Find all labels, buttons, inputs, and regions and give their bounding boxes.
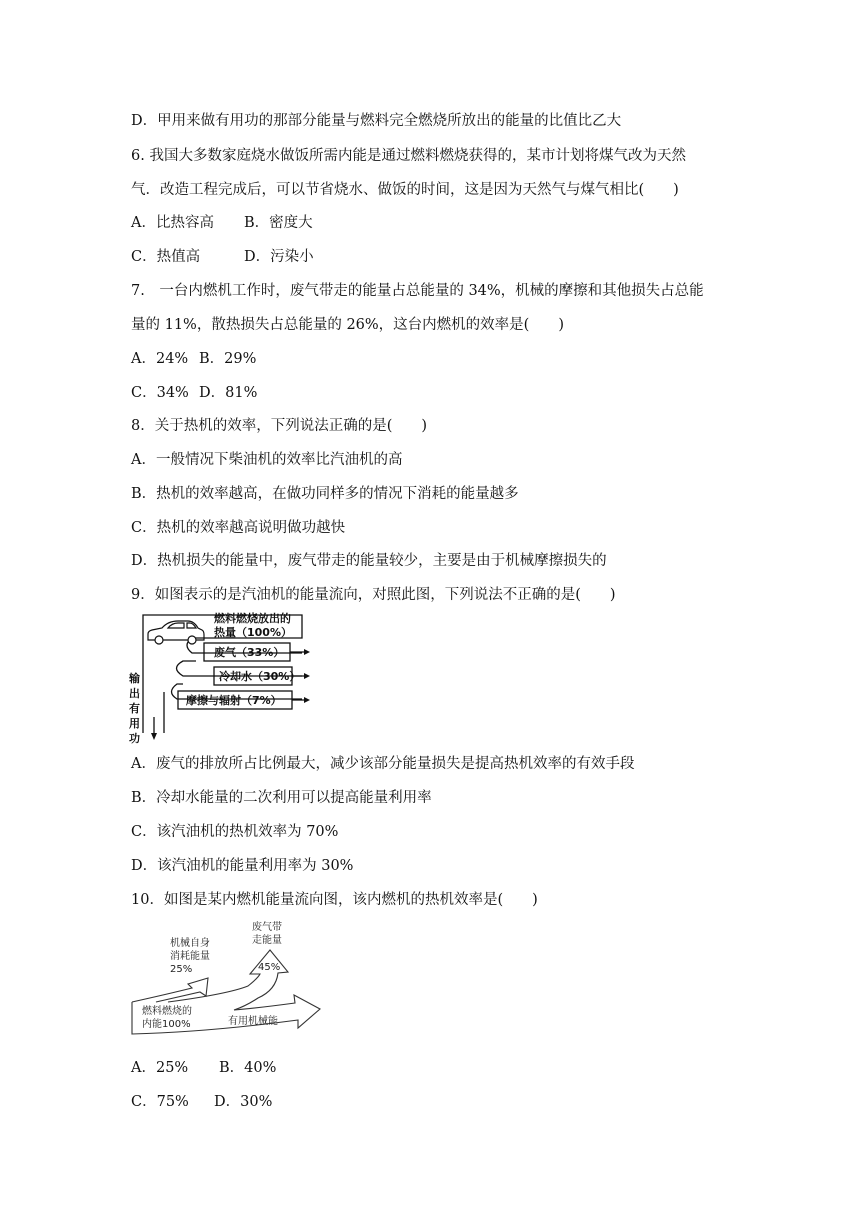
q9-energy-flow-figure	[126, 606, 316, 746]
q10-option-b: B．40%	[219, 1060, 277, 1076]
q8-option-a: A．一般情况下柴油机的效率比汽油机的高	[131, 452, 403, 468]
q9-option-d: D．该汽油机的能量利用率为 30%	[131, 858, 354, 874]
q5-option-d: D．甲用来做有用功的那部分能量与燃料完全燃烧所放出的能量的比值比乙大	[131, 113, 622, 129]
q9-option-c: C．该汽油机的热机效率为 70%	[131, 824, 339, 840]
q6-stem-line2: 气．改造工程完成后，可以节省烧水、做饭的时间，这是因为天然气与煤气相比( )	[131, 182, 679, 198]
q10-option-d: D．30%	[214, 1094, 273, 1110]
q10-mech-loss-arrow	[132, 978, 208, 1002]
q9-cooling-label: 冷却水（30%）	[219, 670, 301, 683]
q9-option-b: B．冷却水能量的二次利用可以提高能量利用率	[131, 790, 432, 806]
q9-output-char1: 输	[129, 672, 140, 685]
q9-output-arrowhead	[151, 733, 157, 740]
q10-stem: 10．如图是某内燃机能量流向图，该内燃机的热机效率是( )	[131, 892, 538, 908]
q9-output-char5: 功	[129, 732, 140, 745]
q10-option-c: C．75%	[131, 1094, 189, 1110]
q9-figure-svg	[126, 606, 316, 746]
q10-exhaust-line1: 废气带	[252, 922, 282, 933]
q7-stem-line1: 7. 一台内燃机工作时，废气带走的能量占总能量的 34%，机械的摩擦和其他损失占总能	[131, 283, 704, 299]
q9-friction-arrowhead	[304, 697, 310, 703]
q9-exhaust-arrowhead	[304, 649, 310, 655]
q9-exhaust-label: 废气（33%）	[214, 646, 285, 659]
q9-output-char4: 用	[129, 717, 140, 730]
q6-option-c: C．热值高	[131, 249, 201, 265]
q9-stem: 9．如图表示的是汽油机的能量流向，对照此图，下列说法不正确的是( )	[131, 587, 616, 603]
car-icon	[148, 621, 204, 644]
q10-mech-pct: 25%	[170, 964, 193, 975]
q7-option-c: C．34%	[131, 385, 189, 401]
q10-fuel-line2: 内能100%	[142, 1019, 191, 1030]
q10-option-a: A．25%	[131, 1060, 189, 1076]
q10-figure-svg	[128, 916, 328, 1048]
q7-option-d: D．81%	[199, 385, 258, 401]
q8-stem: 8．关于热机的效率，下列说法正确的是( )	[131, 418, 428, 434]
q10-energy-flow-figure	[128, 916, 328, 1048]
q6-option-a: A．比热容高	[131, 215, 214, 231]
q9-output-char3: 有	[129, 702, 140, 715]
q7-option-a: A．24%	[131, 351, 189, 367]
q9-option-a: A．废气的排放所占比例最大，减少该部分能量损失是提高热机效率的有效手段	[131, 756, 635, 772]
q6-option-d: D．污染小	[244, 249, 314, 265]
q8-option-c: C．热机的效率越高说明做功越快	[131, 520, 346, 536]
q9-cooling-arrowhead	[304, 673, 310, 679]
q10-mech-line2: 消耗能量	[170, 951, 210, 962]
q6-option-b: B．密度大	[244, 215, 313, 231]
q9-friction-label: 摩擦与辐射（7%）	[186, 694, 282, 707]
q9-top-label-line1: 燃料燃烧放出的	[214, 612, 291, 625]
q10-exhaust-line2: 走能量	[252, 935, 282, 946]
q10-mech-line1: 机械自身	[170, 938, 210, 949]
q6-stem-line1: 6. 我国大多数家庭烧水做饭所需内能是通过燃料燃烧获得的，某市计划将煤气改为天然	[131, 148, 686, 164]
q8-option-b: B．热机的效率越高，在做功同样多的情况下消耗的能量越多	[131, 486, 519, 502]
q10-fuel-line1: 燃料燃烧的	[142, 1006, 192, 1017]
q8-option-d: D．热机损失的能量中，废气带走的能量较少，主要是由于机械摩擦损失的	[131, 553, 607, 569]
q9-output-char2: 出	[129, 687, 140, 700]
q7-option-b: B．29%	[199, 351, 257, 367]
q10-exhaust-pct: 45%	[258, 962, 281, 973]
q10-useful-label: 有用机械能	[228, 1016, 278, 1027]
q9-top-label-line2: 热量（100%）	[214, 626, 292, 639]
q7-stem-line2: 量的 11%，散热损失占总能量的 26%，这台内燃机的效率是( )	[131, 317, 564, 333]
